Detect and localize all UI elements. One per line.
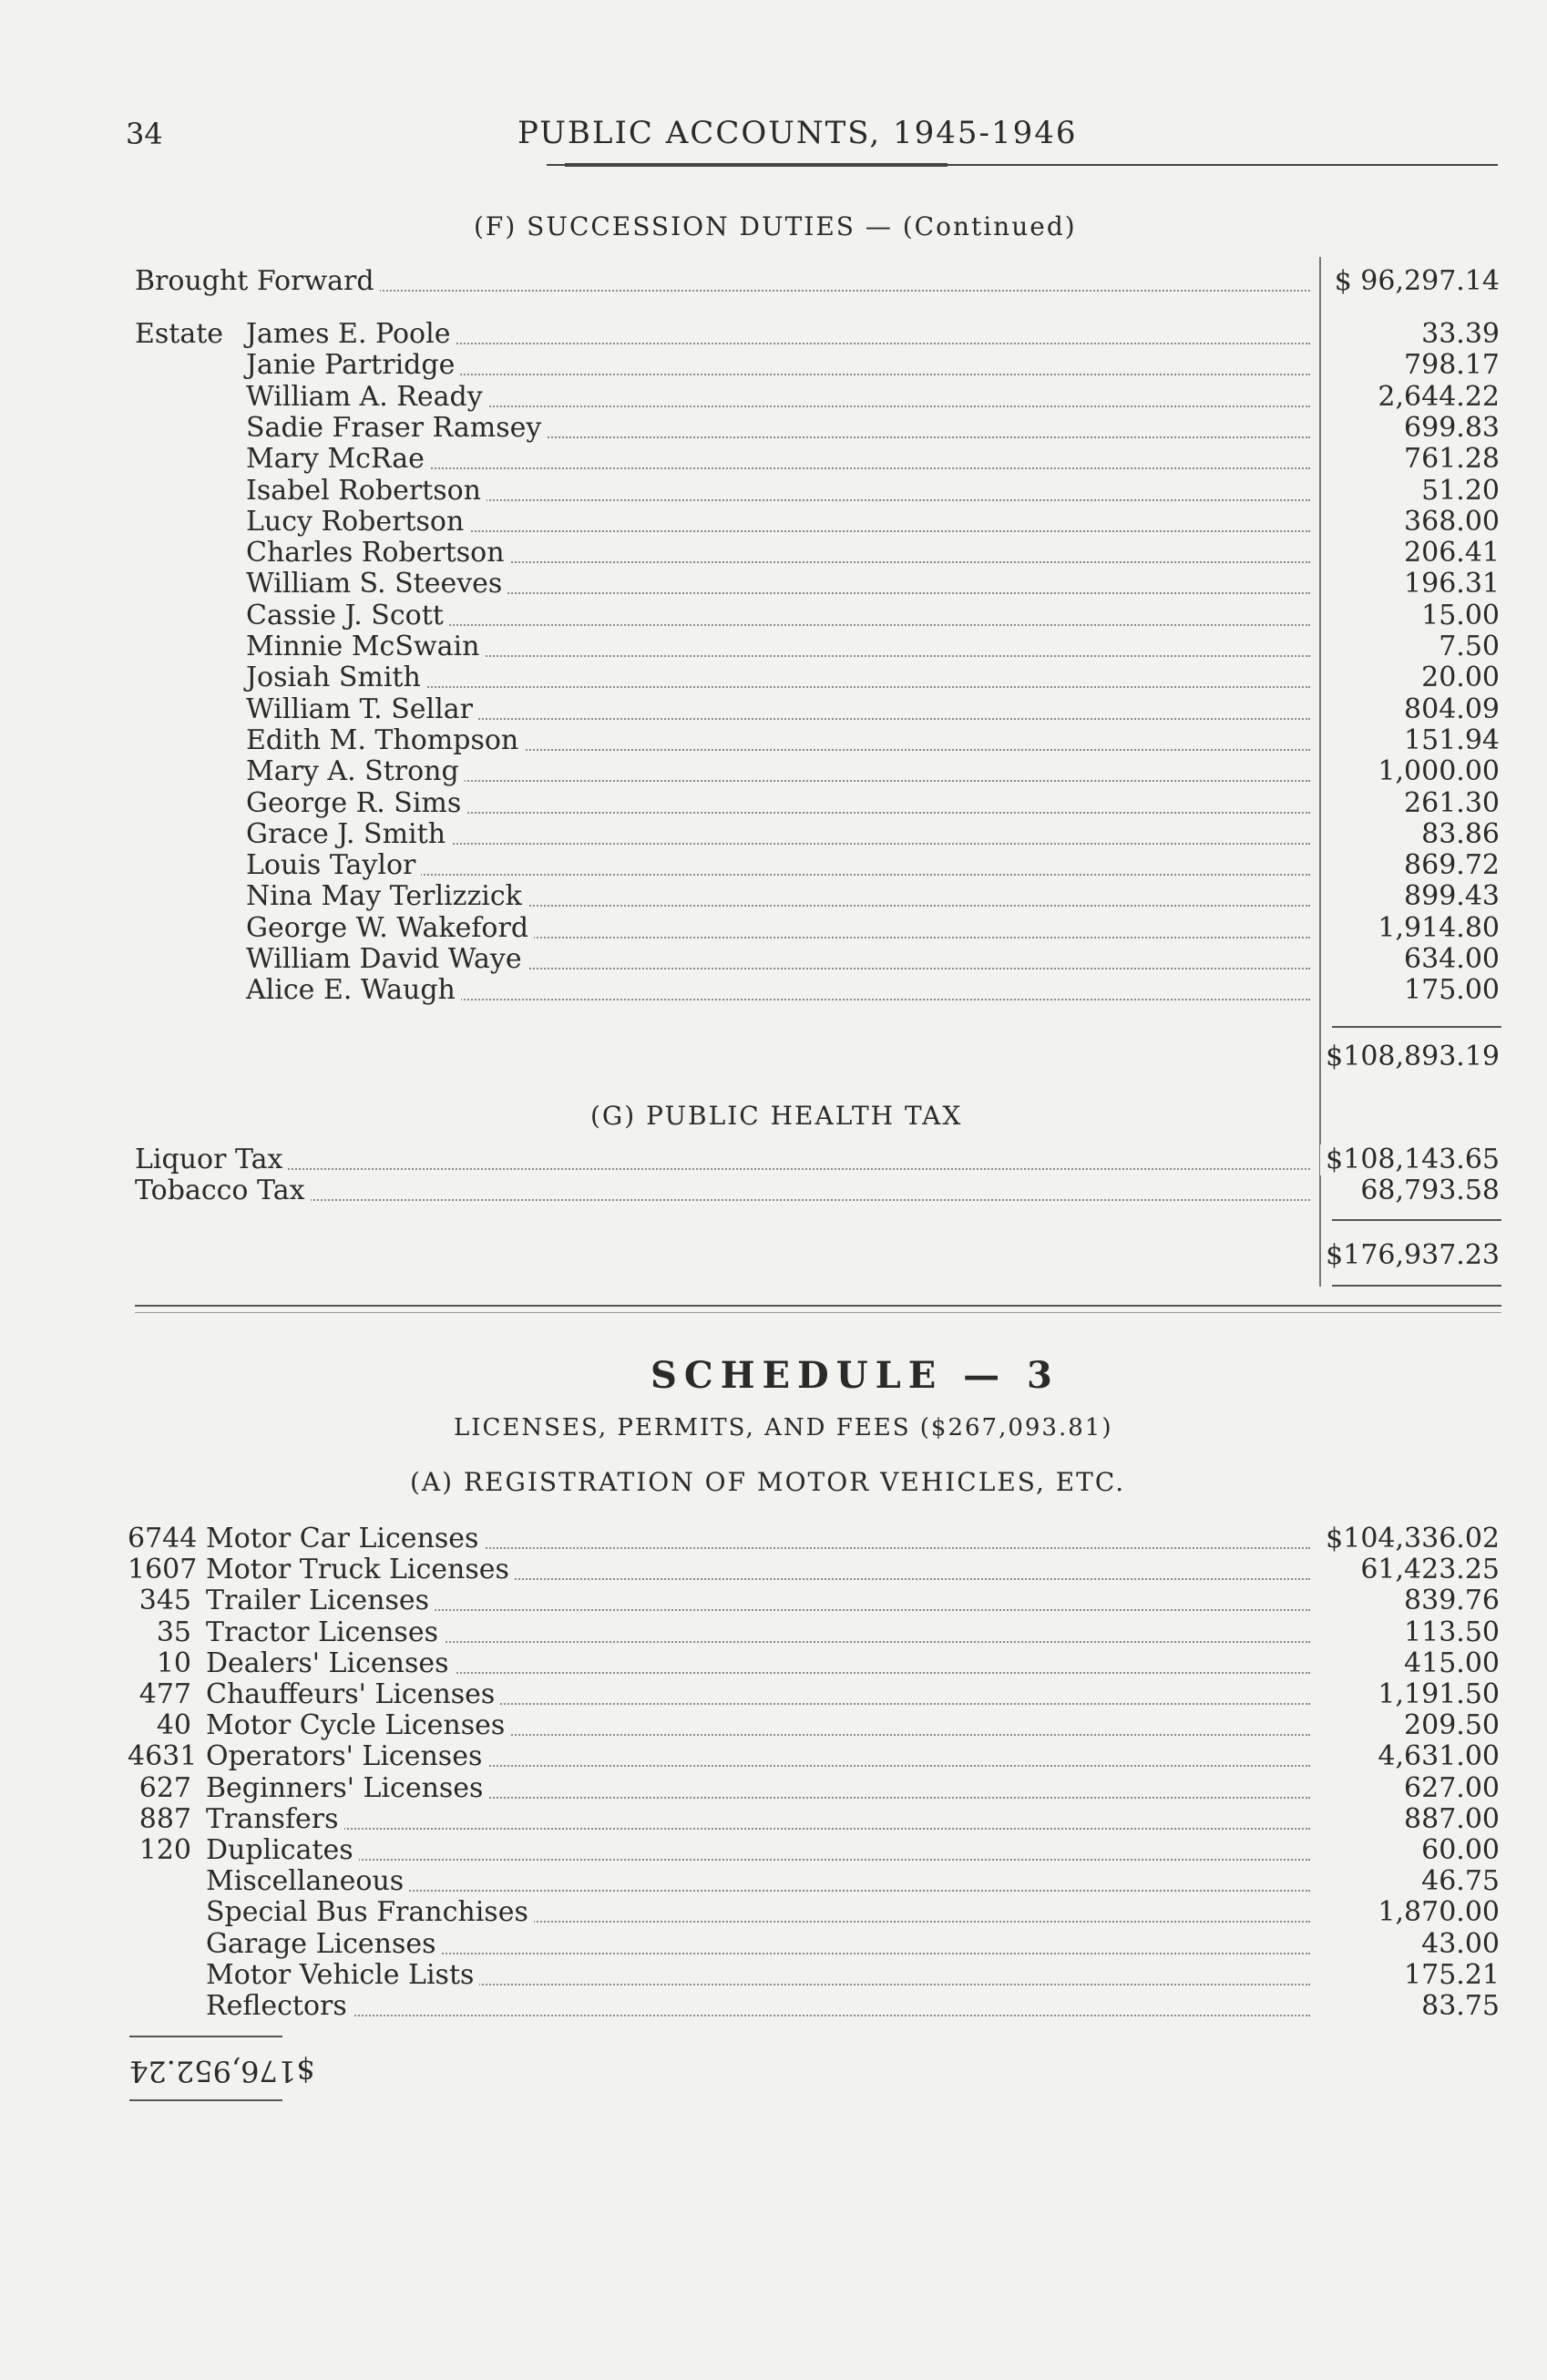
- table-row: [0, 1617, 1547, 1648]
- item-count: 35: [156, 1616, 191, 1648]
- item-label: Miscellaneous: [206, 1866, 409, 1897]
- section-f-total: $108,893.19: [1326, 1041, 1500, 1072]
- section-g-total-underline: [1332, 1285, 1501, 1287]
- table-row: [0, 1144, 1547, 1175]
- item-label: William A. Ready: [246, 382, 488, 413]
- item-count: 1607: [128, 1554, 198, 1586]
- item-amount: 798.17: [1398, 350, 1500, 381]
- item-amount: $108,143.65: [1320, 1144, 1500, 1175]
- item-amount: 15.00: [1416, 600, 1500, 631]
- item-label: Operators' Licenses: [206, 1741, 487, 1772]
- item-label: Josiah Smith: [246, 662, 426, 693]
- table-row: [0, 444, 1547, 475]
- table-row: [0, 725, 1547, 756]
- item-amount: $104,336.02: [1320, 1523, 1500, 1554]
- schedule-title: SCHEDULE — 3: [651, 1354, 1060, 1397]
- section-g-total-rule: [1332, 1219, 1501, 1221]
- item-label: Motor Cycle Licenses: [206, 1710, 510, 1741]
- item-label: William T. Sellar: [246, 694, 478, 725]
- table-row: [0, 850, 1547, 881]
- schedule-divider-double: [135, 1312, 1501, 1313]
- section-f-heading: (F) SUCCESSION DUTIES — (Continued): [474, 211, 1077, 241]
- table-row: [0, 1648, 1547, 1679]
- item-label: Beginners' Licenses: [206, 1773, 488, 1804]
- table-row: [0, 319, 1547, 350]
- item-label: Reflectors: [206, 1991, 353, 2022]
- table-row: [0, 1991, 1547, 2022]
- flipped-total-rule-top: [129, 2036, 282, 2037]
- item-label: Liquor Tax: [135, 1144, 288, 1175]
- item-amount: 1,191.50: [1372, 1679, 1500, 1710]
- leader-dots: [206, 2013, 1310, 2016]
- item-count: 120: [138, 1834, 191, 1866]
- running-title: PUBLIC ACCOUNTS, 1945-1946: [517, 115, 1078, 151]
- item-label: Motor Truck Licenses: [206, 1554, 515, 1585]
- table-row: [0, 569, 1547, 600]
- item-amount: 83.75: [1416, 1991, 1500, 2022]
- item-label: Trailer Licenses: [206, 1585, 435, 1616]
- item-label: William David Waye: [246, 944, 528, 975]
- table-row: [0, 1554, 1547, 1585]
- item-label: Tobacco Tax: [135, 1175, 311, 1206]
- table-row: [0, 1960, 1547, 1991]
- item-amount: 627.00: [1398, 1773, 1500, 1804]
- item-amount: 51.20: [1416, 476, 1500, 507]
- item-label: Grace J. Smith: [246, 819, 451, 850]
- brought-forward-label: Brought Forward: [135, 266, 380, 297]
- table-row: [0, 1679, 1547, 1710]
- item-amount: 1,870.00: [1372, 1897, 1500, 1928]
- item-count: 887: [138, 1802, 191, 1835]
- item-amount: 634.00: [1398, 944, 1500, 975]
- section-f-total-rule: [1332, 1026, 1501, 1028]
- section-g-total: $176,937.23: [1326, 1239, 1500, 1271]
- item-amount: 206.41: [1398, 538, 1500, 569]
- item-count: 345: [138, 1585, 191, 1617]
- item-amount: 151.94: [1398, 725, 1500, 756]
- table-row: [0, 1929, 1547, 1960]
- item-amount: 196.31: [1398, 569, 1500, 600]
- item-label: Sadie Fraser Ramsey: [246, 413, 547, 444]
- item-label: Chauffeurs' Licenses: [206, 1679, 500, 1710]
- item-amount: 60.00: [1416, 1835, 1500, 1866]
- leader-dots: [135, 1197, 1310, 1201]
- item-amount: 699.83: [1398, 413, 1500, 444]
- item-amount: 7.50: [1433, 631, 1500, 662]
- item-amount: 415.00: [1398, 1648, 1500, 1679]
- leader-dots: [206, 1857, 1310, 1861]
- table-row: [0, 1175, 1547, 1206]
- item-amount: 43.00: [1416, 1929, 1500, 1960]
- item-amount: 1,000.00: [1372, 756, 1500, 787]
- table-row: [0, 975, 1547, 1006]
- table-row: [0, 507, 1547, 538]
- item-label: Motor Vehicle Lists: [206, 1960, 479, 1991]
- item-amount: 175.21: [1398, 1960, 1500, 1991]
- item-amount: 46.75: [1416, 1866, 1500, 1897]
- item-label: Motor Car Licenses: [206, 1523, 484, 1554]
- item-label: Alice E. Waugh: [246, 975, 461, 1006]
- item-amount: 20.00: [1416, 662, 1500, 693]
- item-amount: 83.86: [1416, 819, 1500, 850]
- table-row: [0, 1835, 1547, 1866]
- section-g-heading: (G) PUBLIC HEALTH TAX: [590, 1101, 963, 1131]
- section-a-heading: (A) REGISTRATION OF MOTOR VEHICLES, ETC.: [410, 1467, 1126, 1497]
- item-label: William S. Steeves: [246, 569, 507, 600]
- table-row: [0, 913, 1547, 944]
- item-label: James E. Poole: [246, 319, 456, 350]
- item-amount: 804.09: [1398, 694, 1500, 725]
- item-count: 10: [156, 1647, 191, 1679]
- item-amount: 2,644.22: [1372, 382, 1500, 413]
- item-label: Louis Taylor: [246, 850, 421, 881]
- table-row: [0, 382, 1547, 413]
- item-amount: 33.39: [1416, 319, 1500, 350]
- table-row: [0, 1773, 1547, 1804]
- flipped-total-rule-bottom: [129, 2099, 282, 2101]
- table-row: [0, 662, 1547, 693]
- item-label: Mary A. Strong: [246, 756, 465, 787]
- item-label: Transfers: [206, 1804, 344, 1835]
- item-amount: 761.28: [1398, 444, 1500, 475]
- leader-dots: [135, 1166, 1310, 1170]
- item-label: Janie Partridge: [246, 350, 460, 381]
- table-row: [0, 538, 1547, 569]
- item-amount: 4,631.00: [1372, 1741, 1500, 1772]
- item-amount: 839.76: [1398, 1585, 1500, 1616]
- flipped-total: $176,952.24: [129, 2054, 315, 2088]
- table-row: [0, 476, 1547, 507]
- estate-prefix: Estate: [135, 318, 224, 350]
- table-row: [0, 944, 1547, 975]
- table-row: [0, 819, 1547, 850]
- table-row: [0, 1741, 1547, 1772]
- item-label: Isabel Robertson: [246, 476, 487, 507]
- item-label: George W. Wakeford: [246, 913, 534, 944]
- item-amount: 1,914.80: [1372, 913, 1500, 944]
- table-row: [0, 631, 1547, 662]
- item-label: Lucy Robertson: [246, 507, 469, 538]
- leader-dots: [206, 1826, 1310, 1830]
- item-amount: 869.72: [1398, 850, 1500, 881]
- table-row: [0, 756, 1547, 787]
- item-label: Duplicates: [206, 1835, 359, 1866]
- item-amount: 113.50: [1398, 1617, 1500, 1648]
- schedule-divider: [135, 1305, 1501, 1307]
- item-label: Nina May Terlizzick: [246, 881, 528, 912]
- page-number: 34: [126, 117, 163, 151]
- item-label: Minnie McSwain: [246, 631, 485, 662]
- item-amount: 61,423.25: [1355, 1554, 1500, 1585]
- table-row: [0, 350, 1547, 381]
- table-row: [0, 413, 1547, 444]
- item-label: Charles Robertson: [246, 538, 510, 569]
- item-label: Dealers' Licenses: [206, 1648, 455, 1679]
- item-amount: 68,793.58: [1355, 1175, 1500, 1206]
- brought-forward-row: [0, 266, 1547, 297]
- item-label: Special Bus Franchises: [206, 1897, 534, 1928]
- item-label: George R. Sims: [246, 788, 466, 819]
- table-row: [0, 1585, 1547, 1616]
- item-label: Edith M. Thompson: [246, 725, 524, 756]
- item-amount: 261.30: [1398, 788, 1500, 819]
- item-amount: 899.43: [1398, 881, 1500, 912]
- header-rule-thick: [565, 163, 948, 167]
- table-row: [0, 788, 1547, 819]
- table-row: [0, 1866, 1547, 1897]
- item-count: 4631: [128, 1740, 198, 1773]
- item-label: Cassie J. Scott: [246, 600, 449, 631]
- schedule-subtitle: LICENSES, PERMITS, AND FEES ($267,093.81): [454, 1414, 1113, 1441]
- brought-forward-amount: $ 96,297.14: [1329, 266, 1500, 297]
- table-row: [0, 881, 1547, 912]
- item-count: 6744: [128, 1523, 198, 1554]
- table-row: [0, 1710, 1547, 1741]
- table-row: [0, 1523, 1547, 1554]
- item-label: Garage Licenses: [206, 1929, 442, 1960]
- item-count: 627: [138, 1771, 191, 1804]
- table-row: [0, 1897, 1547, 1928]
- item-count: 40: [156, 1709, 191, 1742]
- item-amount: 368.00: [1398, 507, 1500, 538]
- item-amount: 175.00: [1398, 975, 1500, 1006]
- item-label: Mary McRae: [246, 444, 430, 475]
- item-amount: 887.00: [1398, 1804, 1500, 1835]
- table-row: [0, 1804, 1547, 1835]
- item-amount: 209.50: [1398, 1710, 1500, 1741]
- table-row: [0, 694, 1547, 725]
- table-row: [0, 600, 1547, 631]
- item-label: Tractor Licenses: [206, 1617, 444, 1648]
- item-count: 477: [138, 1678, 191, 1710]
